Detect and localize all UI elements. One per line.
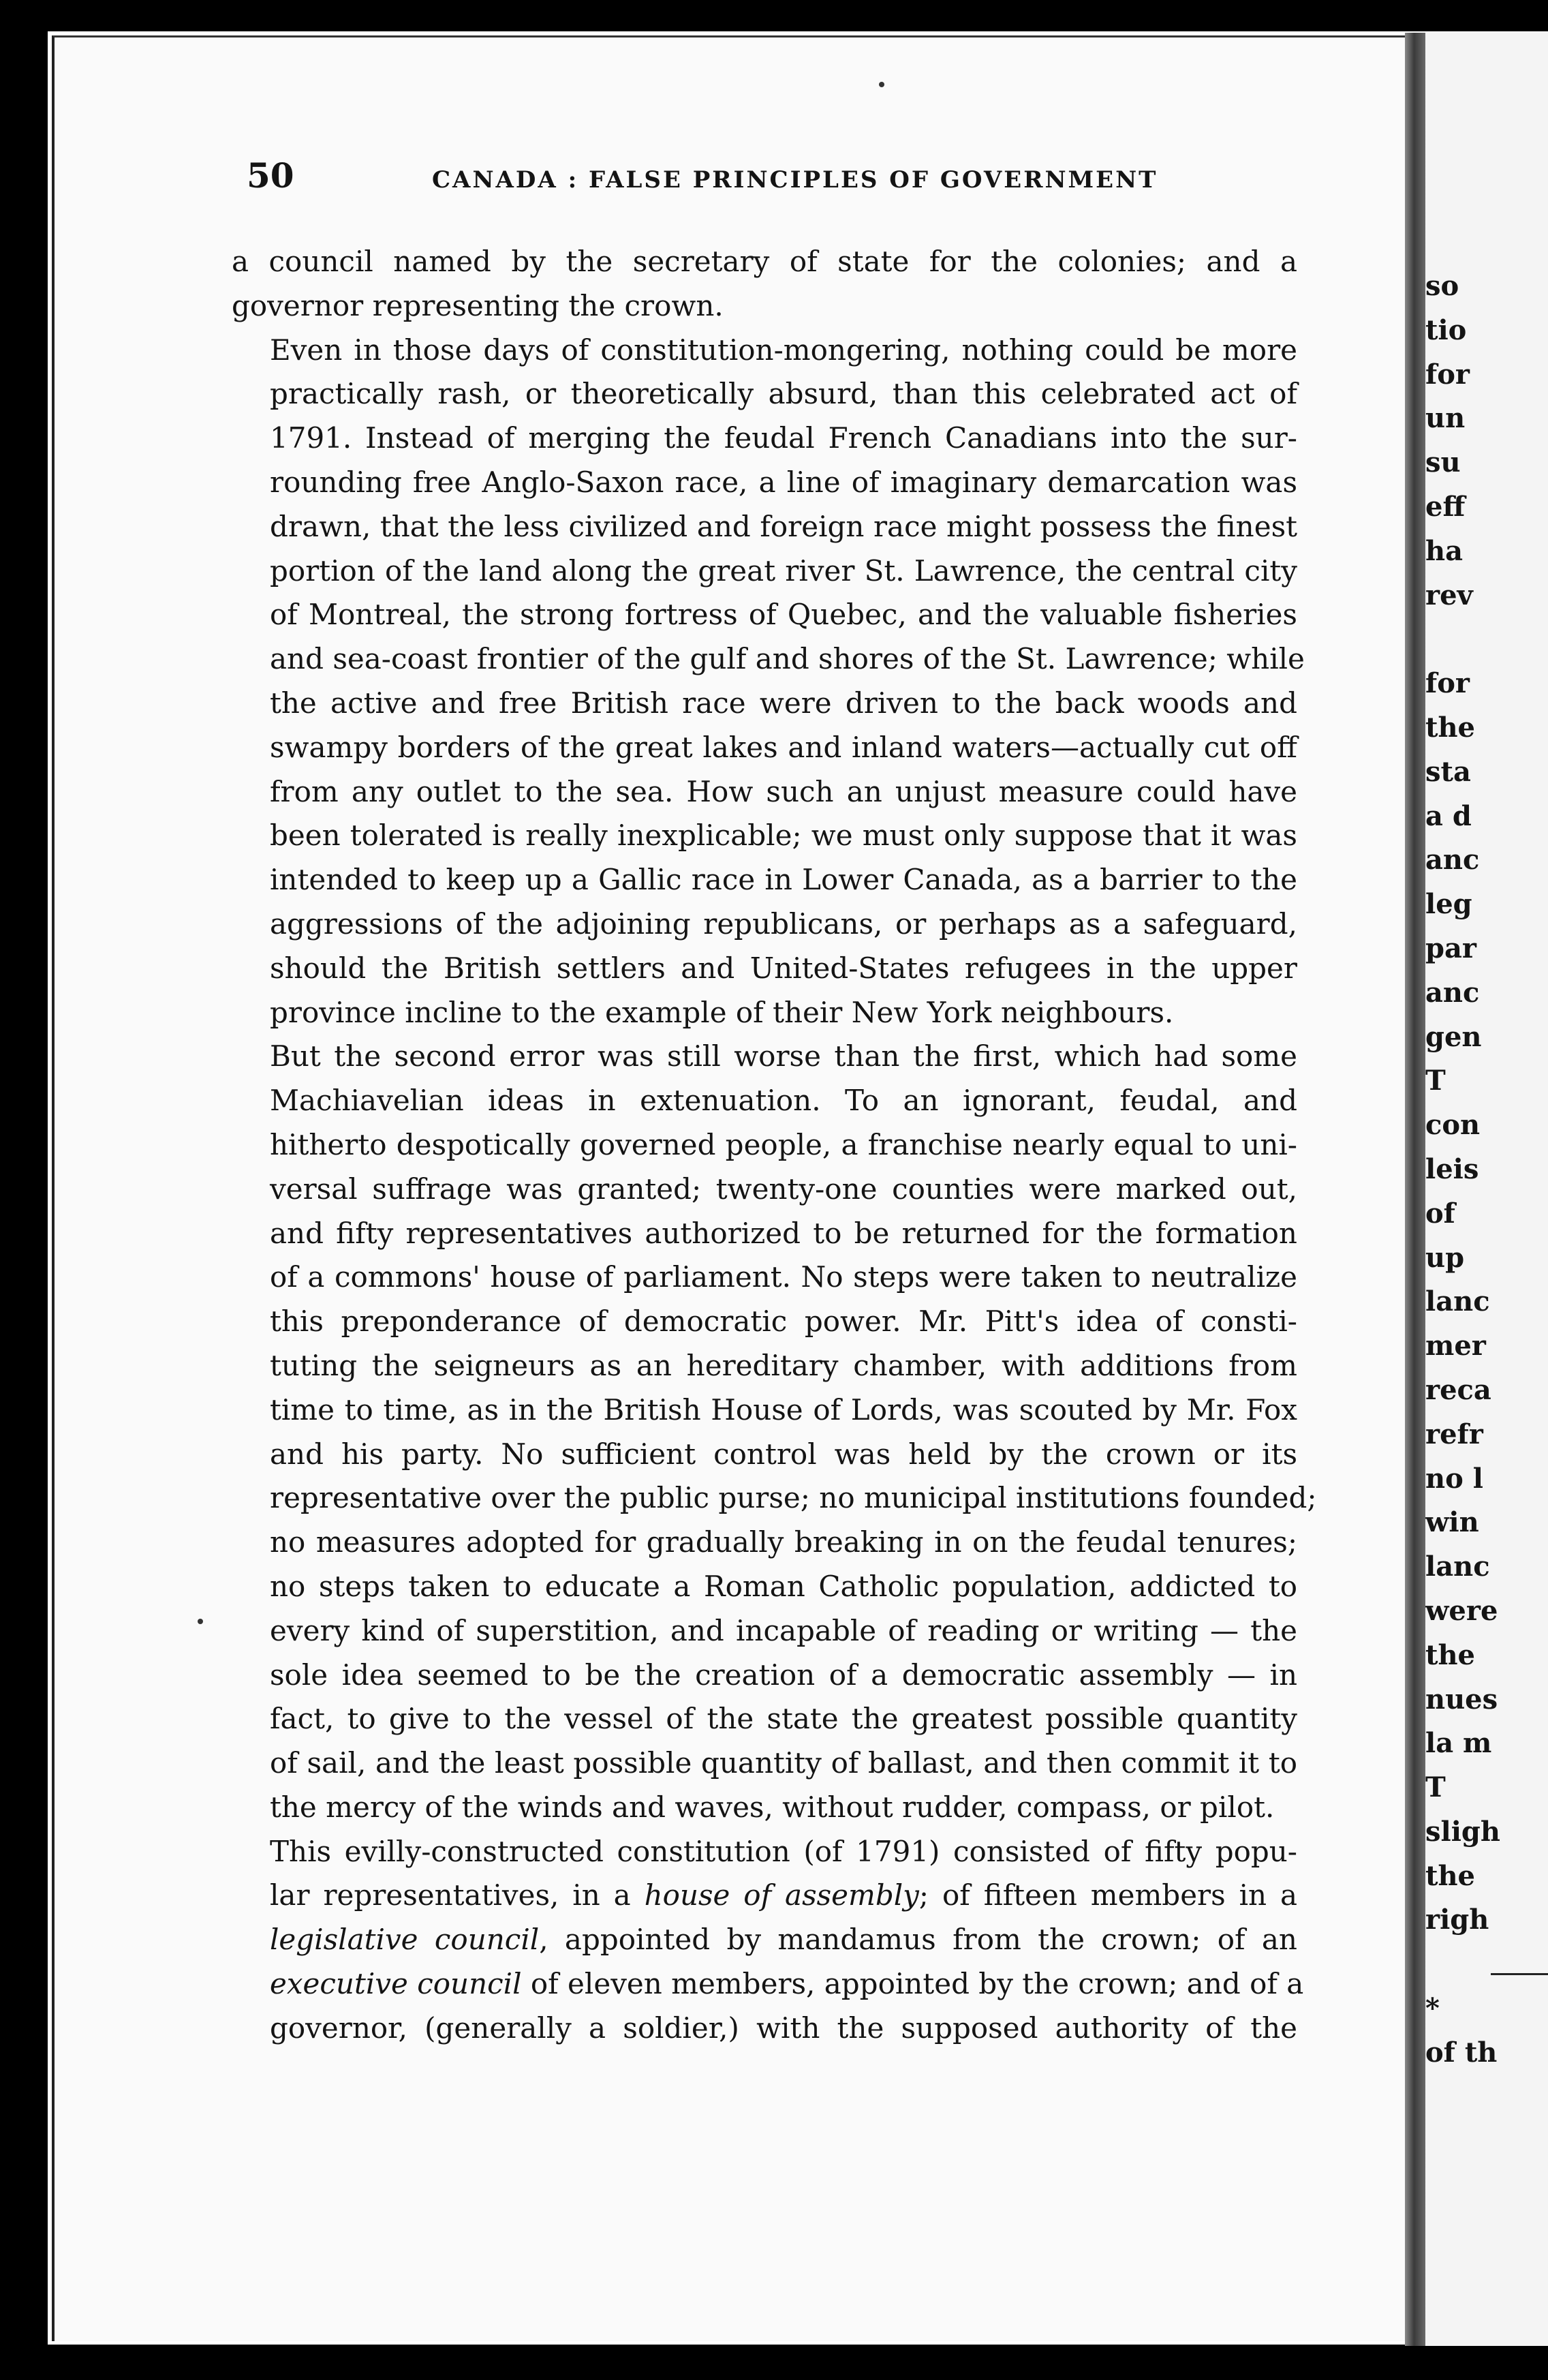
text-line: But the second error was still worse than the first, which had some — [270, 1039, 1297, 1073]
text-line: governor, (generally a soldier,) with the supposed authority of the — [270, 2011, 1297, 2045]
text-line: been tolerated is really inexplicable; we must only suppose that it was — [270, 819, 1297, 853]
facing-line: the — [1425, 1859, 1476, 1892]
text-line: no steps taken to educate a Roman Catholic population, addicted to — [270, 1569, 1297, 1603]
facing-line: anc — [1425, 844, 1480, 876]
facing-line: lanc — [1425, 1551, 1490, 1583]
text-line: Machiavelian ideas in extenuation. To an ignorant, feudal, and — [270, 1084, 1297, 1118]
text-line: representative over the public purse; no municipal institutions founded; — [270, 1481, 1317, 1515]
italic-term: legislative council — [270, 1923, 540, 1957]
book-gutter — [1405, 33, 1425, 2346]
text-line: of a commons' house of parliament. No steps were taken to neutralize — [270, 1260, 1297, 1294]
facing-line: par — [1425, 932, 1476, 964]
text-line: intended to keep up a Gallic race in Lower Canada, as a barrier to the — [270, 863, 1297, 897]
text-line: drawn, that the less civilized and foreign race might possess the finest — [270, 509, 1297, 543]
facing-page-text — [1425, 264, 1548, 2075]
scan-border-bottom — [0, 2345, 1548, 2380]
facing-line: eff — [1425, 490, 1466, 523]
paragraph-2 — [232, 329, 1305, 1035]
text-line: of sail, and the least possible quantity of ballast, and then commit it to — [270, 1746, 1297, 1780]
facing-line: * — [1425, 1992, 1440, 2025]
text-line: portion of the land along the great river St. Lawrence, the central city — [270, 553, 1297, 588]
body-text — [232, 240, 1317, 2051]
text-line: rounding free Anglo-Saxon race, a line of imaginary demarcation was — [270, 465, 1297, 499]
scan-speck — [879, 82, 884, 87]
text-line: and fifty representatives authorized to be returned for the formation — [270, 1216, 1297, 1250]
text-line: the active and free British race were driven to the back woods and — [270, 686, 1297, 720]
facing-line — [1425, 1942, 1548, 1987]
text-line: and sea-coast frontier of the gulf and shores of the St. Lawrence; while — [270, 642, 1305, 676]
text-line: of Montreal, the strong fortress of Quebec, and the valuable fisheries — [270, 598, 1297, 632]
text-line: practically rash, or theoretically absurd, than this celebrated act of — [270, 377, 1297, 411]
facing-line: sligh — [1425, 1815, 1500, 1848]
text-line: this preponderance of democratic power. Mr. Pitt's idea of consti- — [270, 1305, 1297, 1339]
text-line — [232, 1874, 1297, 1918]
text-line: fact, to give to the vessel of the state the greatest possible quantity — [270, 1702, 1297, 1736]
text-line: a council named by the secretary of state for the colonies; and a — [232, 245, 1297, 278]
facing-footnote-rule — [1491, 1973, 1548, 1975]
text-line: no measures adopted for gradually breaking in on the feudal tenures; — [270, 1525, 1297, 1559]
text-line: time to time, as in the British House of Lords, was scouted by Mr. Fox — [270, 1392, 1297, 1427]
text-line: This evilly-constructed constitution (of 1791) consisted of fifty popu- — [270, 1834, 1297, 1868]
facing-line: tio — [1425, 314, 1467, 346]
facing-line: righ — [1425, 1904, 1489, 1936]
facing-line: reca — [1425, 1373, 1491, 1406]
facing-line: of th — [1425, 2036, 1498, 2069]
text-line: 1791. Instead of merging the feudal French Canadians into the sur- — [270, 421, 1297, 455]
facing-line: con — [1425, 1109, 1481, 1142]
facing-line: lanc — [1425, 1285, 1490, 1318]
facing-line: the — [1425, 711, 1476, 744]
text-line: the mercy of the winds and waves, without rudder, compass, or pilot. — [270, 1790, 1275, 1824]
text-line: should the British settlers and United-States refugees in the upper — [270, 951, 1297, 985]
facing-line: rev — [1425, 579, 1473, 611]
italic-term: house of assembly — [644, 1878, 919, 1912]
facing-line: leg — [1425, 888, 1472, 921]
facing-line: mer — [1425, 1330, 1486, 1362]
facing-line: su — [1425, 446, 1461, 479]
text-run: lar representatives, in a — [270, 1878, 631, 1912]
facing-line: up — [1425, 1241, 1465, 1274]
facing-line: were — [1425, 1594, 1498, 1627]
text-line: Even in those days of constitution-mongering, nothing could be more — [270, 333, 1297, 367]
facing-line: T — [1425, 1771, 1446, 1804]
text-line — [232, 1962, 1304, 2007]
facing-line: sta — [1425, 755, 1471, 788]
text-line: tuting the seigneurs as an hereditary chamber, with additions from — [270, 1348, 1297, 1382]
running-title: CANADA : FALSE PRINCIPLES OF GOVERNMENT — [432, 166, 1158, 194]
text-run: , appointed by mandamus from the crown; of an — [539, 1923, 1297, 1957]
facing-line: ha — [1425, 534, 1463, 567]
facing-line: un — [1425, 402, 1466, 435]
facing-page — [1425, 33, 1548, 2346]
running-head — [247, 155, 1296, 210]
facing-line: la m — [1425, 1727, 1492, 1760]
text-run: of eleven members, appointed by the crown; and of a — [521, 1967, 1304, 2001]
facing-line: anc — [1425, 976, 1480, 1009]
scan-border-left — [0, 0, 48, 2380]
text-line: from any outlet to the sea. How such an unjust measure could have — [270, 774, 1297, 808]
text-line: swampy borders of the great lakes and inland waters—actually cut off — [270, 730, 1297, 764]
facing-line: for — [1425, 667, 1470, 700]
text-line: province incline to the example of their New York neighbours. — [270, 995, 1174, 1029]
facing-line: so — [1425, 270, 1459, 302]
facing-line — [1425, 617, 1548, 662]
facing-line: win — [1425, 1506, 1479, 1539]
facing-line: of — [1425, 1197, 1455, 1230]
text-line: governor representing the crown. — [232, 288, 724, 322]
facing-line: nues — [1425, 1683, 1498, 1715]
paragraph-4 — [232, 1830, 1304, 2051]
text-line: every kind of superstition, and incapable of reading or writing — the — [270, 1613, 1297, 1647]
italic-term: executive council — [270, 1967, 522, 2001]
scan-border-top — [0, 0, 1548, 31]
paragraph-3 — [232, 1035, 1317, 1829]
text-line: versal suffrage was granted; twenty-one counties were marked out, — [270, 1172, 1297, 1206]
facing-line: gen — [1425, 1020, 1482, 1053]
facing-line: leis — [1425, 1153, 1479, 1185]
text-line: hitherto despotically governed people, a franchise nearly equal to uni- — [270, 1127, 1297, 1161]
facing-line: for — [1425, 358, 1470, 391]
facing-line: the — [1425, 1638, 1476, 1671]
scan-speck — [198, 1619, 203, 1624]
text-run: ; of fifteen members in a — [918, 1878, 1297, 1912]
facing-line: a d — [1425, 799, 1472, 832]
text-line: aggressions of the adjoining republicans, or perhaps as a safeguard, — [270, 906, 1297, 941]
paragraph-1 — [232, 240, 1297, 329]
text-line: sole idea seemed to be the creation of a democratic assembly — in — [270, 1658, 1297, 1692]
facing-line: T — [1425, 1065, 1446, 1097]
text-line: and his party. No sufficient control was held by the crown or its — [270, 1437, 1297, 1471]
text-line — [232, 1918, 1297, 1962]
facing-line: refr — [1425, 1418, 1483, 1450]
page-number: 50 — [247, 155, 294, 196]
facing-line: no l — [1425, 1462, 1483, 1495]
